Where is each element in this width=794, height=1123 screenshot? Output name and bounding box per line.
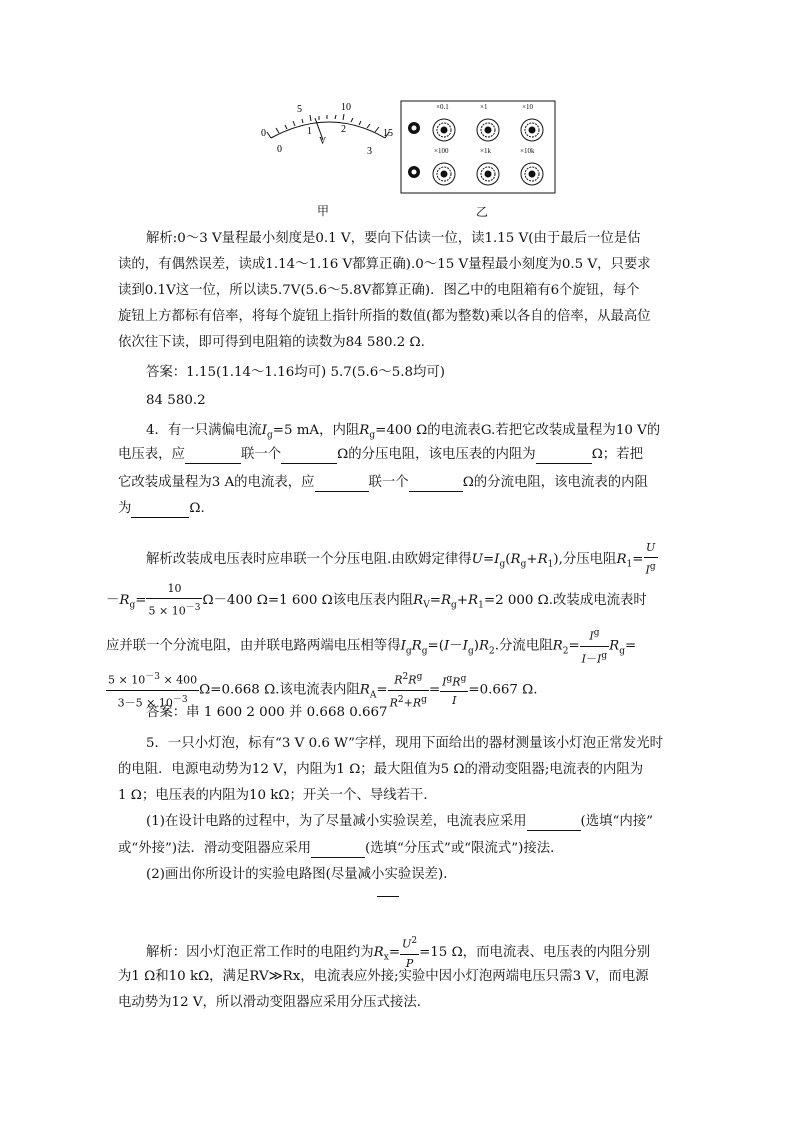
q5-line-1: 5．一只小灯泡，标有“3 V 0.6 W”字样，现用下面给出的器材测量该小灯泡正常发光时 (146, 736, 663, 751)
q4-line-2: 电压表，应 联一个 Ω的分压电阻，该电压表的内阻为 Ω；若把 (118, 447, 643, 462)
blank-q5-1[interactable] (527, 816, 581, 831)
q4-line-1: 4．有一只满偏电流$I_g=5$ mA，内阻$R_g=400$ Ω的电流表G.若把它改装成量程为10 V的 (146, 423, 661, 441)
analysis-line-5: 依次往下读，即可得到电阻箱的读数为84 580.2 Ω. (118, 335, 425, 350)
multiplier-x10: ×10 (522, 103, 533, 111)
blank-q4-3[interactable] (536, 449, 592, 464)
q5-line-3: 1 Ω；电压表的内阻为10 kΩ；开关一个、导线若干． (118, 788, 437, 803)
outer-label-0: 0 (261, 128, 266, 139)
resistance-box-figure (400, 100, 558, 196)
multiplier-x10k: ×10k (520, 147, 535, 155)
scale-ticks (267, 114, 389, 138)
inner-label-2: 2 (341, 124, 346, 135)
analysis-line-1: 解析:0～3 V量程最小刻度是0.1 V，要向下估读一位，读1.15 V(由于最后一位是估 (146, 231, 641, 246)
q5-line-2: 的电阻．电源电动势为12 V，内阻为1 Ω；最大阻值为5 Ω的滑动变阻器;电流表的内阻为 (118, 762, 644, 777)
blank-q4-2[interactable] (281, 449, 337, 464)
s4-line-1: 解析改装成电压表时应串联一个分压电阻.由欧姆定律得$U=I_g(R_g+R_1)$,分压电阻$R_1=$ $\frac{U}{I^g}$ (146, 539, 658, 580)
s4-line-4: $\frac{5 \times 10^{-3} \times 400}{3-5 \times 10^{-3}}$ Ω=0.668 Ω.该电流表内阻$R_A=$ $\frac{R^2R^g}{R^2+R^g}$ = $\frac{I^gR^g}{I}$ =0.667 Ω. (106, 668, 538, 712)
answer-q3-line-1: 答案：1.15(1.14～1.16均可) 5.7(5.6～5.8均可) (146, 365, 446, 380)
caption-yi: 乙 (476, 205, 489, 219)
s5-line-2: 为1 Ω和10 kΩ，满足RV≫Rx，电流表应外接;实验中因小灯泡两端电压只需3 V，而电源 (118, 969, 649, 984)
analysis-line-4: 旋钮上方都标有倍率，将每个旋钮上指针所指的数值(都为整数)乘以各自的倍率，从最高位 (118, 309, 651, 324)
blank-q4-5[interactable] (409, 477, 463, 492)
q5-line-5: 或“外接”)法．滑动变阻器应采用 (选填“分压式”或“限流式”)接法． (118, 841, 564, 856)
outer-label-5: 5 (297, 104, 302, 115)
inner-label-3: 3 (367, 146, 372, 157)
inner-label-1: 1 (307, 126, 312, 137)
outer-label-10: 10 (341, 102, 351, 113)
s5-line-1: 解析：因小灯泡正常工作时的电阻约为$R_x=$ $\frac{U^2}{P}$ =15 Ω，而电流表、电压表的内阻分别 (146, 932, 650, 973)
s4-line-2: $-R_g=$ $\frac{10}{5 \times 10^{-3}}$ Ω－400 Ω=1 600 Ω该电压表内阻$R_V=R_g+R_1=2$ 000 Ω.改装成电流表时 (106, 580, 647, 621)
multiplier-x100: ×100 (434, 147, 449, 155)
q4-line-3: 它改装成量程为3 A的电流表，应 联一个 Ω的分流电阻，该电流表的内阻 (118, 475, 648, 490)
s5-line-3: 电动势为12 V，所以滑动变阻器应采用分压式接法． (118, 995, 431, 1010)
multiplier-x1: ×1 (480, 103, 488, 111)
blank-q4-6[interactable] (131, 503, 189, 518)
multiplier-x0.1: ×0.1 (436, 103, 449, 111)
outer-label-15: 15 (383, 128, 393, 139)
answer-q3-line-2: 84 580.2 (146, 393, 206, 408)
scale-arc (271, 122, 385, 138)
answer-q4: 答案：串 1 600 2 000 并 0.668 0.667 (146, 705, 388, 720)
short-divider (377, 896, 399, 897)
q4-line-4: 为 Ω. (118, 501, 205, 516)
q5-line-4: (1)在设计电路的过程中，为了尽量减小实验误差，电流表应采用 (选填“内接” (146, 814, 653, 829)
q5-line-6: (2)画出你所设计的实验电路图(尽量减小实验误差)． (146, 867, 457, 882)
analysis-line-2: 读的，有偶然误差，读成1.14～1.16 V都算正确).0～15 V量程最小刻度为0.5 V，只要求 (118, 257, 651, 272)
voltmeter-scale-figure (255, 98, 405, 160)
blank-q5-2[interactable] (311, 843, 365, 858)
s4-line-3: 应并联一个分流电阻，由并联电路两端电压相等得$I_gR_g=(I-I_g)R_2$.分流电阻$R_2=$ $\frac{I^g}{I-I^g}$ $R_g=$ (106, 624, 636, 668)
inner-label-0: 0 (277, 144, 282, 155)
blank-q4-1[interactable] (185, 449, 241, 464)
multiplier-x1k: ×1k (480, 147, 491, 155)
unit-label: V (319, 136, 327, 147)
caption-jia: 甲 (317, 204, 330, 218)
blank-q4-4[interactable] (315, 477, 369, 492)
analysis-line-3: 读到0.1V这一位，所以读5.7V(5.6～5.8V都算正确)．图乙中的电阻箱有6个旋钮，每个 (118, 283, 640, 298)
